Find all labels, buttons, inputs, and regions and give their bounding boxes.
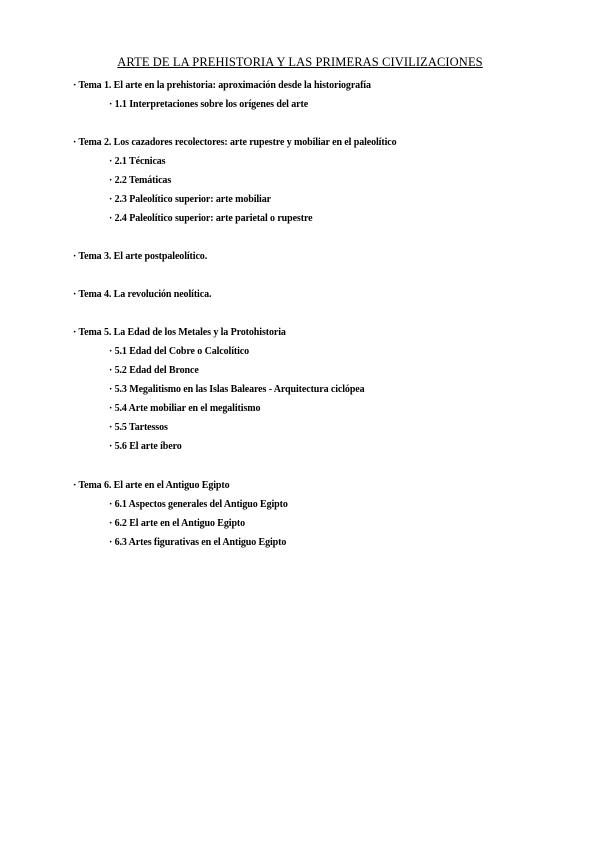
- subtema-2-4: · 2.4 Paleolítico superior: arte parietal o rupestre: [109, 213, 313, 224]
- subtema-5-3: · 5.3 Megalitismo en las Islas Baleares - Arquitectura ciclópea: [109, 384, 365, 395]
- subtema-5-4: · 5.4 Arte mobiliar en el megalitismo: [109, 403, 261, 414]
- subtema-5-1: · 5.1 Edad del Cobre o Calcolítico: [109, 346, 250, 357]
- tema-1-heading: · Tema 1. El arte en la prehistoria: aproximación desde la historiografía: [73, 80, 371, 91]
- subtema-5-5: · 5.5 Tartessos: [109, 422, 168, 433]
- subtema-5-6: · 5.6 El arte íbero: [109, 441, 182, 452]
- subtema-2-3: · 2.3 Paleolítico superior: arte mobiliar: [109, 194, 271, 205]
- tema-3-heading: · Tema 3. El arte postpaleolítico.: [73, 251, 208, 262]
- subtema-5-2: · 5.2 Edad del Bronce: [109, 365, 199, 376]
- document-title: ARTE DE LA PREHISTORIA Y LAS PRIMERAS CIVILIZACIONES: [117, 55, 483, 69]
- tema-5-heading: · Tema 5. La Edad de los Metales y la Protohistoria: [73, 327, 286, 338]
- subtema-1-1: · 1.1 Interpretaciones sobre los orígenes del arte: [109, 99, 309, 110]
- tema-4-heading: · Tema 4. La revolución neolítica.: [73, 289, 212, 300]
- tema-2-heading: · Tema 2. Los cazadores recolectores: arte rupestre y mobiliar en el paleolítico: [73, 137, 397, 148]
- tema-6-heading: · Tema 6. El arte en el Antiguo Egipto: [73, 480, 230, 491]
- subtema-2-1: · 2.1 Técnicas: [109, 156, 166, 167]
- subtema-6-3: · 6.3 Artes figurativas en el Antiguo Egipto: [109, 537, 287, 548]
- subtema-2-2: · 2.2 Temáticas: [109, 175, 172, 186]
- subtema-6-2: · 6.2 El arte en el Antiguo Egipto: [109, 518, 246, 529]
- subtema-6-1: · 6.1 Aspectos generales del Antiguo Egipto: [109, 499, 288, 510]
